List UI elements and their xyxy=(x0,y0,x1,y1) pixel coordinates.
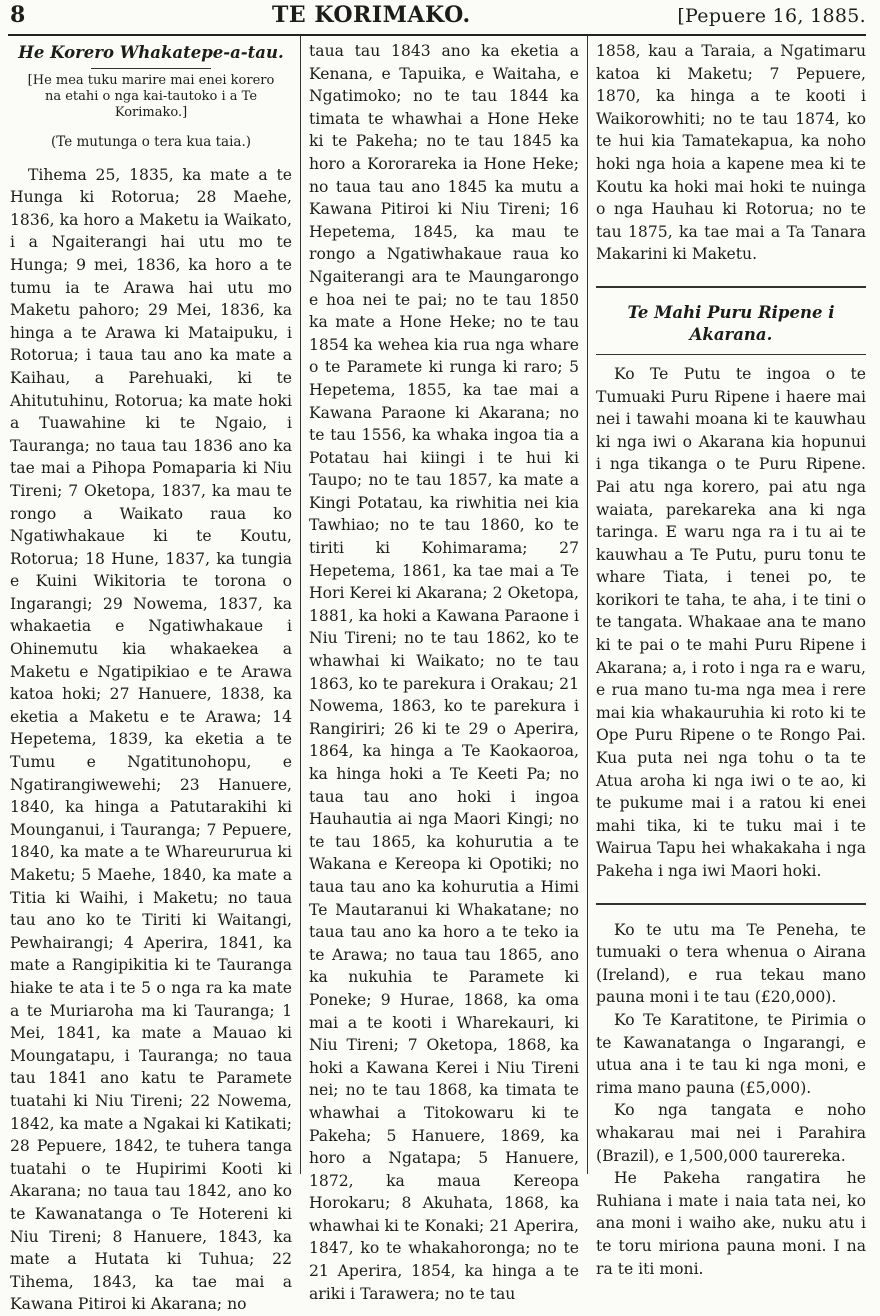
page-number: 8 xyxy=(10,2,26,28)
column-1 xyxy=(8,36,301,1314)
article-body: Tihema 25, 1835, ka mate a te Hunga ki Rotorua; 28 Maehe, 1836, ka horo a Maketu ia Waikato, i a Ngaiterangi hai utu mo te Hunga; 9 mei, 1836, ka horo a te tumu ia te Arawa hai utu mo Maketu pahoro; 29 Mei, 1836, ka hinga a te Arawa ki Mataipuku, i Rotorua; i taua tau ano ka mate a Kaihau, a Parehuaki, ki te Ahitutuhinu, Rotorua; ka mate hoki a Tuawahine ki te Ngaio, i Tauranga; no taua tau 1836 ano ka tae mai a Pihopa Pomaparia ki Niu Tireni; 7 Oketopa, 1837, ka mau te rongo a Waikato raua ko Ngatiwhakaue ki te Koutu, Rotorua; 18 Hune, 1837, ka tungia e Kuini Wikitoria te torona o Ingarangi; 29 Nowema, 1837, ka whakaetia e Ngatiwhakaue i Ohinemutu kia whakaekea a Maketu e Ngatipikiao e te Arawa katoa hoki; 27 Hanuere, 1838, ka eketia a Maketu e te Arawa; 14 Hepetema, 1839, ka eketia a te Tumu e Ngatitunohopu, e Ngatirangiwewehi; 23 Hanuere, 1840, ka hinga a Patutarakihi ki Mounganui, i Tauranga; 7 Pepuere, 1840, ka mate a te Whareururua ki Maketu; 5 Maehe, 1840, ka mate a Titia ki Waihi, i Maketu; no taua tau ano ko te Tiriti ki Waitangi, Pewhairangi; 4 Aperira, 1841, ka mate a Rangipikitia ki te Tauranga hiake te ata i te 5 o nga ra ka mate a te Muriaroha ma ki Tauranga; 1 Mei, 1841, ka mate a Mauao ki Moungatapu, i Tauranga; no taua tau 1841 ano katu te Paramete tuatahi ki Niu Tireni; 22 Nowema, 1842, ka mate a Ngakai ki Katikati; 28 Pepuere, 1842, te tuhera tanga tuatahi o te Hupirimi Kooti ki Akarana; no taua tau 1842, ano ko te Kawanatanga o Te Hotereni ki Niu Tireni; 8 Hanuere, 1843, ka mate a Hutata ki Tuhua; 22 Tihema, 1843, ka tae mai a Kawana Pitiroi ki Akarana; no xyxy=(10,165,292,1314)
article-title: Te Mahi Puru Ripene i Akarana. xyxy=(596,302,866,355)
column-3 xyxy=(588,36,866,1278)
brief-item: Ko Te Karatitone, te Pirimia o te Kawanatanga o Ingarangi, e utua ana i te tau ki nga moni, e rima mano pauna (£5,000). xyxy=(596,1010,866,1097)
article-body: Ko Te Putu te ingoa o te Tumuaki Puru Ripene i haere mai nei i tawahi moana ki te kauwhau ki nga iwi o Akarana kia hopunui i nga tikanga o te Puru Ripene. Pai atu nga korero, pai atu nga waiata, parekareka ana ki nga taringa. E waru nga ra i tu ai te kauwhau a Te Putu, puru tonu te whare Tiata, i tenei po, te korikori te taha, te aha, i te tini o te tangata. Whakaae ana te mano ki te pai o te mahi Puru Ripene i Akarana; a, i roto i nga ra e waru, e rua mano tu-ma nga mea i rere mai kia whakauruhia ki roto ki te Ope Puru Ripene o te Rongo Pai. Kua puta nei nga tohu o ta te Atua aroha ki nga iwi o te ao, ki te pukume mai i a ratou ki enei mahi tika, ki te tuku mai i te Wairua Tapu hei whakakaha i nga Pakeha i nga iwi Maori hoki. xyxy=(596,364,866,880)
page-header xyxy=(8,2,866,36)
title-rule xyxy=(91,68,211,69)
article-title: He Korero Whakatepe-a-tau. xyxy=(18,43,284,62)
issue-date: [Pepuere 16, 1885. xyxy=(677,5,866,27)
column-2 xyxy=(301,36,588,1303)
section-divider xyxy=(596,286,866,288)
masthead-title: TE KORIMAKO. xyxy=(272,2,471,28)
brief-item: Ko te utu ma Te Peneha, te tumuaki o tera whenua o Airana (Ireland), e rua tekau mano pauna moni i te tau (£20,000). xyxy=(596,920,866,1007)
columns xyxy=(8,36,866,1314)
brief-item: He Pakeha rangatira he Ruhiana i mate i naia tata nei, ko ana moni i waiho ake, nuku atu i te toru miriona pauna moni. I na ra te iti moni. xyxy=(596,1169,866,1278)
brief-item: Ko nga tangata e noho whakarau mai nei i Parahira (Brazil), e 1,500,000 taurereka. xyxy=(596,1101,866,1165)
editor-note: [He mea tuku marire mai enei korero na etahi o nga kai-tautoko i a Te Korimako.] xyxy=(27,73,275,120)
article-body-continued: taua tau 1843 ano ka eketia a Kenana, e Tapuika, e Waitaha, e Ngatimoko; no te tau 1844 ka timata te whawhai a Hone Heke ki te Pakeha; no te tau 1845 ka horo a Kororareka ia Hone Heke; no taua tau ano 1845 ka mutu a Kawana Pitiroi ki Niu Tireni; 16 Hepetema, 1845, ka mau te rongo a Ngatiwhakaue raua ko Ngaiterangi ara te Maungarongo e hoa nei te pai; no te tau 1850 ka mate a Hone Heke; no te tau 1854 ka wehea kia rua nga whare o te Paramete ki runga ki raro; 5 Hepetema, 1855, ka tae mai a Kawana Paraone ki Akarana; no te tau 1556, ka whaka ingoa tia a Potatau hai kiingi i te hui ki Taupo; no te tau 1857, ka mate a Kingi Potatau, ka riwhitia nei kia Tawhiao; no te tau 1860, ko te tiriti ki Kohimarama; 27 Hepetema, 1861, ka tae mai a Te Hori Kerei ki Akarana; 2 Oketopa, 1881, ka hoki a Kawana Paraone i Niu Tireni; no te tau 1862, ko te whawhai ki Waikato; no te tau 1863, ko te parekura i Orakau; 21 Nowema, 1863, ko te parekura i Rangiriri; 26 ki te 29 o Aperira, 1864, ka hinga a Te Kaokaoroa, ka hinga hoki a Te Keeti Pa; no taua tau ano hoki i ingoa Hauhautia ai nga Maori Kingi; no te tau 1865, ka kohurutia a te Wakana e Kereopa ki Opotiki; no taua tau ano ka kohurutia a Himi Te Mautaranui ki Whakatane; no taua tau ano ka horo a te teko ia te Arawa; no taua tau 1865, ano ka nukuhia te Paramete ki Poneke; 9 Hurae, 1868, ka oma mai a te kooti i Wharekauri, ki Niu Tireni; 7 Oketopa, 1868, ka hoki a Kawana Kerei i Niu Tireni nei; no te tau 1868, ka timata te whawhai a Titokowaru ki te Pakeha; 5 Hanuere, 1869, ka horo a Ngatapa; 5 Hanuere, 1872, ka maua Kereopa Horokaru; 8 Akuhata, 1868, ka whawhai ki te Konaki; 21 Aperira, 1847, ko te whakahoronga; no te 21 Aperira, 1854, ka hinga a te ariki i Tarawera; no te tau xyxy=(309,42,579,1303)
article-body-end: 1858, kau a Taraia, a Ngatimaru katoa ki Maketu; 7 Pepuere, 1870, ka hinga a te kooti i Waikorowhiti; no te tau 1874, ko te hui kia Tamatekapua, ka noho hoki nga hoia a kapene mea ki te Koutu ka hoki mai hoki te nuinga o nga Hauhau ki Rotorua; no te tau 1875, ka tae mai a Ta Tanara Makarini ki Maketu. xyxy=(596,42,866,264)
section-divider xyxy=(596,903,866,905)
continuation-note: (Te mutunga o tera kua taia.) xyxy=(50,134,252,150)
